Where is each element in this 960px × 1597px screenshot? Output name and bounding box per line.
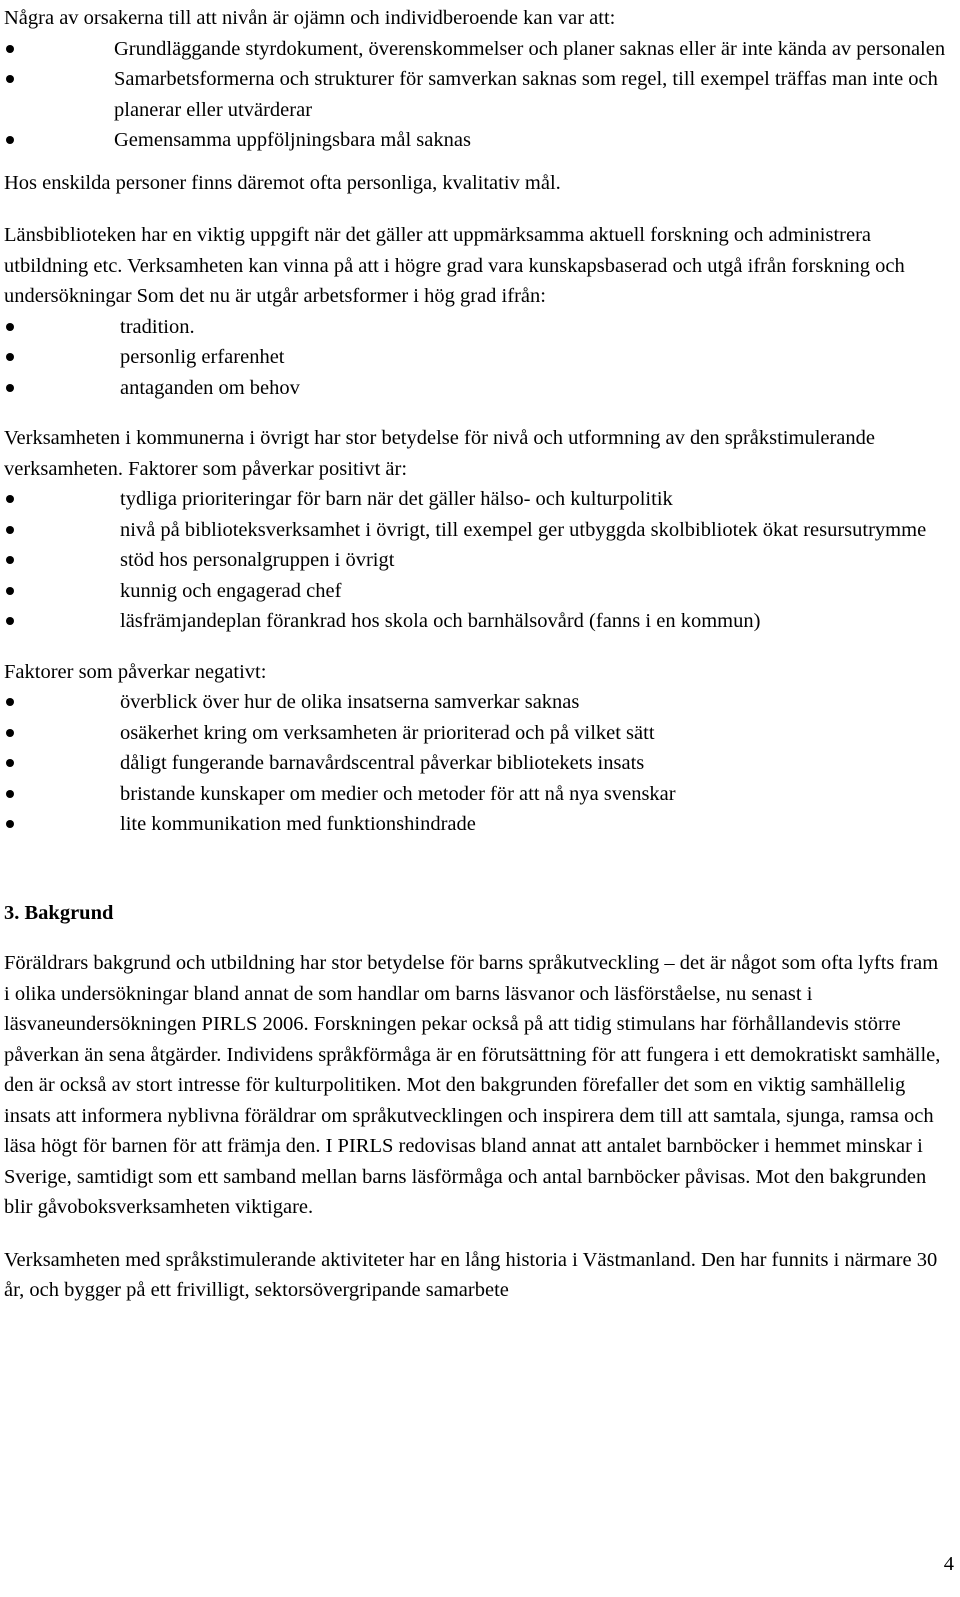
bullet-icon	[6, 587, 14, 595]
bullet-icon	[6, 45, 14, 53]
bullet-icon	[6, 323, 14, 331]
bullet-icon	[6, 75, 14, 83]
bullet-icon	[6, 820, 14, 828]
list-item: kunnig och engagerad chef	[4, 576, 948, 607]
bullet-icon	[6, 698, 14, 706]
paragraph: Länsbiblioteken har en viktig uppgift när det gäller att uppmärksamma aktuell forskning och administrera utbildning etc. Verksamheten kan vinna på att i högre grad vara kunskapsbaserad och utgå ifrån forskning och undersökningar Som det nu är utgår arbetsformer i hög grad ifrån:	[4, 224, 905, 307]
workform-list	[4, 312, 948, 404]
list-item: bristande kunskaper om medier och metoder för att nå nya svenskar	[4, 779, 948, 810]
list-item: lite kommunikation med funktionshindrade	[4, 809, 948, 840]
bullet-icon	[6, 136, 14, 144]
paragraph: Faktorer som påverkar negativt:	[4, 660, 267, 683]
causes-list	[4, 34, 948, 156]
bullet-icon	[6, 729, 14, 737]
section-heading: 3. Bakgrund	[4, 901, 114, 924]
paragraph: Verksamheten i kommunerna i övrigt har stor betydelse för nivå och utformning av den språkstimulerande verksamheten. Faktorer som påverkar positivt är:	[4, 427, 876, 480]
bullet-icon	[6, 617, 14, 625]
negative-factors-list	[4, 687, 948, 840]
list-item: antaganden om behov	[4, 373, 948, 404]
list-item: tydliga prioriteringar för barn när det gäller hälso- och kulturpolitik	[4, 484, 948, 515]
paragraph: Verksamheten med språkstimulerande aktiviteter har en lång historia i Västmanland. Den har funnits i närmare 30 år, och bygger på ett frivilligt, sektorsövergripande samarbete	[4, 1248, 938, 1301]
bullet-icon	[6, 495, 14, 503]
list-item: personlig erfarenhet	[4, 342, 948, 373]
bullet-icon	[6, 384, 14, 392]
bullet-icon	[6, 556, 14, 564]
list-item: nivå på biblioteksverksamhet i övrigt, till exempel ger utbyggda skolbibliotek ökat resursutrymme	[4, 515, 948, 546]
list-item: stöd hos personalgruppen i övrigt	[4, 545, 948, 576]
list-item: Grundläggande styrdokument, överenskommelser och planer saknas eller är inte kända av personalen	[4, 34, 948, 65]
list-item: läsfrämjandeplan förankrad hos skola och barnhälsovård (fanns i en kommun)	[4, 606, 948, 637]
list-item: dåligt fungerande barnavårdscentral påverkar bibliotekets insats	[4, 748, 948, 779]
bullet-icon	[6, 353, 14, 361]
positive-factors-list	[4, 484, 948, 637]
list-item: osäkerhet kring om verksamheten är prioriterad och på vilket sätt	[4, 718, 948, 749]
paragraph: Föräldrars bakgrund och utbildning har stor betydelse för barns språkutveckling – det är något som ofta lyfts fram i olika undersökningar bland annat de som handlar om barns läsvanor och läsförståelse, nu senast i läsvaneundersökningen PIRLS 2006. Forskningen pekar också på att tidig stimulans har förhållandevis större påverkan än sena åtgärder. Individens språkförmåga är en förutsättning för att fungera i ett demokratiskt samhälle, den är också av stort intresse för kulturpolitiken. Mot den bakgrunden förefaller det som en viktig samhällelig insats att informera nyblivna föräldrar om språkutvecklingen och inspirera dem till att samtala, sjunga, ramsa och läsa högt för barnen för att främja den. I PIRLS redovisas bland annat att antalet barnböcker i hemmet minskar i Sverige, samtidigt som ett samband mellan barns läsförmåga och antal barnböcker påvisas. Mot den bakgrunden blir gåvoboksverksamheten viktigare.	[4, 952, 941, 1218]
bullet-icon	[6, 526, 14, 534]
list-item: överblick över hur de olika insatserna samverkar saknas	[4, 687, 948, 718]
bullet-icon	[6, 790, 14, 798]
intro-text: Några av orsakerna till att nivån är ojämn och individberoende kan var att:	[4, 7, 616, 29]
list-item: Samarbetsformerna och strukturer för samverkan saknas som regel, till exempel träffas man inte och planerar eller utvärderar	[4, 64, 948, 125]
bullet-icon	[6, 759, 14, 767]
paragraph: Hos enskilda personer finns däremot ofta personliga, kvalitativ mål.	[4, 171, 561, 194]
page-number: 4	[943, 1552, 954, 1575]
list-item: tradition.	[4, 312, 948, 343]
list-item: Gemensamma uppföljningsbara mål saknas	[4, 125, 948, 156]
